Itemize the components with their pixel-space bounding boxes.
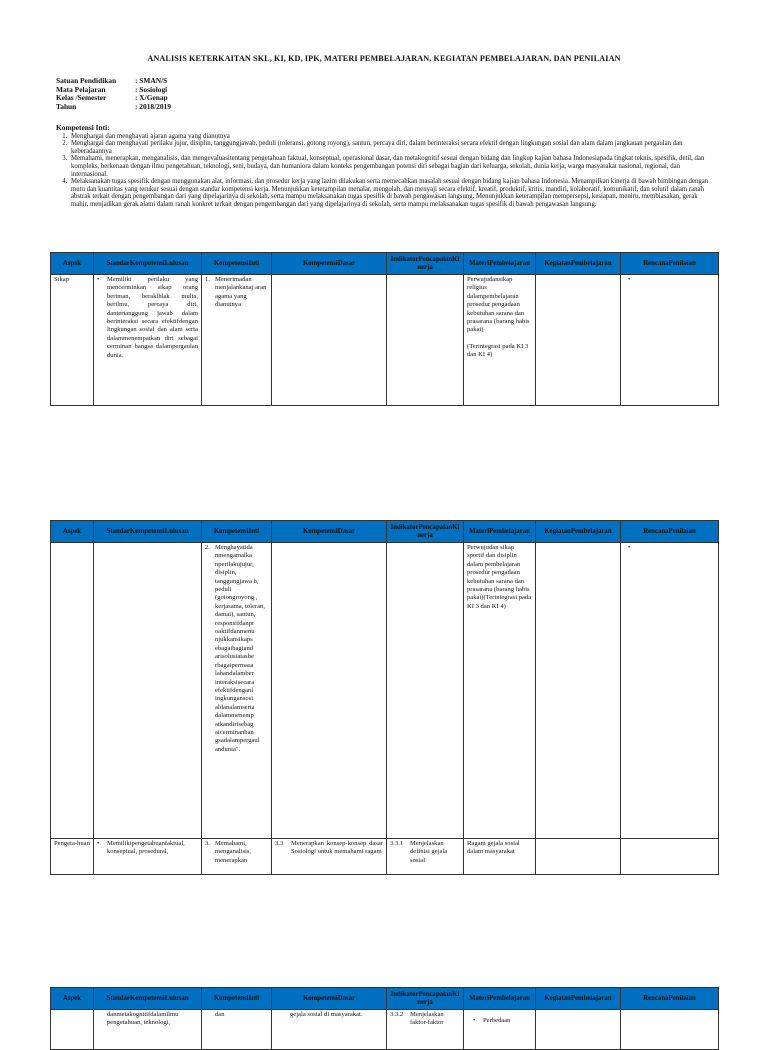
cell-materi — [464, 275, 536, 406]
cell-ki: dan — [202, 1010, 272, 1050]
cell-ki — [202, 839, 272, 875]
meta-value: : X/Genap — [135, 93, 168, 103]
cell-kd — [272, 275, 387, 406]
ki-item: 4. Melaksanakan tugas spesifik dengan menggunakan alat, informasi, dan prosedur kerja yang lazim dilakukan serta memecahkan masalah sesuai dengan bidang kajian bahasa Indonesia. Menampilkan kinerja di bawah bimbingan dengan mutu dan kuantitas yang terukur sesuai dengan standar kompetensi kerja. Menunjukkan keterampilan menalar, mengolah, dan menyaji secara efektif, kreatif, produktif, kritis, mandiri, kolaboratif, komunikatif, dan solutif dalam ranah abstrak terkait dengan pengembangan dari yang dipelajarinya di sekolah, serta mampu melaksanakan tugas spesifik di bawah pengawasan langsung. Menunjukkan keterampilan mempersepsi, kesiapan, meniru, membiasakan, gerak mahir, menjadikan gerak alami dalam ranah konkret terkait dengan pengembangan dari yang dipelajarinya di sekolah, serta mampu melaksanakan tugas spesifik di bawah pengawasan langsung. — [69, 178, 716, 208]
col-header-skl: StandarKompetensiLulusan — [94, 253, 202, 275]
meta-key: Mata Pelajaran — [56, 84, 106, 94]
col-header-kd: KompetensiDasar — [272, 988, 387, 1010]
col-header-kegiatan: KegiatanPembelajaran — [536, 988, 621, 1010]
table-header-row — [51, 988, 719, 1010]
penilaian-bullet: • — [628, 544, 631, 551]
table-row — [51, 275, 719, 406]
skl-text: Memilikipengetahuanfaktual, konseptual, prosedural, — [107, 840, 185, 856]
cell-skl: danmetakognitifdalamilmu pengetahuan, teknologi, — [94, 1010, 202, 1050]
kd-number: 3.3 — [275, 840, 284, 847]
materi-text: Perbedaan — [483, 1017, 511, 1024]
cell-aspek: Pengeta-huan — [51, 839, 94, 875]
col-header-materi: MateriPembelajaran — [464, 253, 536, 275]
ki-number: 3. — [205, 840, 210, 847]
table-header-row — [51, 253, 719, 275]
cell-skl — [94, 543, 202, 839]
penilaian-bullet: • — [628, 276, 631, 283]
cell-kegiatan — [536, 839, 621, 875]
col-header-aspek: Aspek — [51, 521, 94, 543]
materi-text: Perwujudansikap religius dalampembelajaran prosedur pengadaan kebutuhan sarana dan prasarana (barang habis pakai) — [467, 276, 530, 334]
cell-penilaian — [621, 543, 719, 839]
col-header-kegiatan: KegiatanPembelajaran — [536, 521, 621, 543]
skl-text: Memiliki perilaku yang mencerminkan sikap orang beriman, beraklhlak mulia, berilmu, percaya diri, dantertanggung jawab dalam berinteraksi secara efektifdengan lingkungan sosial dan alam serta dalammenempatkan diri sebagai cerminan bangsa dalampergaulan dunia. — [107, 276, 198, 359]
cell-skl: • Memiliki perilaku yang mencerminkan sikap orang beriman, beraklhlak mulia, berilmu, percaya diri, dantertanggung jawab dalam berinteraksi secara efektifdengan lingkungan sosial dan alam serta dalammenempatkan diri sebagai cerminan bangsa dalampergaulan dunia. — [94, 275, 202, 406]
document-meta — [56, 77, 171, 111]
meta-row — [56, 103, 171, 112]
meta-key: Tahun — [56, 101, 77, 111]
col-header-kd: KompetensiDasar — [272, 253, 387, 275]
cell-kd: gejala sosial di masyarakat. — [272, 1010, 387, 1050]
cell-penilaian — [621, 1010, 719, 1050]
col-header-ipk: IndikatorPencapaianKinerja — [387, 521, 464, 543]
col-header-penilaian: RencanaPenilaian — [621, 521, 719, 543]
ipk-number: 3.3.2 — [390, 1011, 404, 1018]
kompetensi-inti-heading: Kompetensi Inti: — [56, 123, 110, 132]
col-header-skl: StandarKompetensiLulusan — [94, 988, 202, 1010]
cell-kegiatan — [536, 543, 621, 839]
ki-text: Memahami, menganalisis, menerapkan — [215, 840, 252, 864]
cell-materi: Ragam gejala sosial dalam masyarakat — [464, 839, 536, 875]
cell-materi: Perwujudan sikap sportif dan disiplin dalam pembelajaran prosedur pengadaan kebutuhan sarana dan prasarana (barang habis pakai)(Terintegrasi pada KI 3 dan KI 4) — [464, 543, 536, 839]
col-header-penilaian: RencanaPenilaian — [621, 988, 719, 1010]
cell-ki — [202, 275, 272, 406]
ki-number: 2. — [205, 544, 210, 551]
cell-ipk — [387, 839, 464, 875]
cell-ipk — [387, 543, 464, 839]
cell-aspek — [51, 1010, 94, 1050]
col-header-materi: MateriPembelajaran — [464, 521, 536, 543]
analysis-table-1 — [50, 252, 719, 406]
cell-kegiatan — [536, 1010, 621, 1050]
col-header-ipk: IndikatorPencapaianKinerja — [387, 988, 464, 1010]
table-row — [51, 543, 719, 839]
cell-aspek — [51, 543, 94, 839]
table-header-row — [51, 521, 719, 543]
col-header-ki: KompetensiInti — [202, 521, 272, 543]
ki-item: 3. Memahami, menerapkan, menganalisis, dan mengevaluasitentang pengetahuan faktual, konseptual, operasional dasar, dan metakognitif sesuai dengan bidang dan lingkup kajian bahasa Indonesiapada tingkat teknis, spesifik, detil, dan kompleks, berkenaan dengan ilmu pengetahuan, teknologi, seni, budaya, dan humaniora dalam konteks pengembangan potensi diri sebagai bagian dari keluarga, sekolah, dunia kerja, warga masyarakat nasional, regional, dan internasional. — [69, 155, 716, 178]
kompetensi-inti-list — [56, 133, 716, 209]
page-title: ANALISIS KETERKAITAN SKL, KI, KD, IPK, MATERI PEMBELAJARAN, KEGIATAN PEMBELAJARAN, DAN PENILAIAN — [147, 54, 621, 63]
ki-text: Menerimadan menjalankanaj aran agama yang dianutnya — [215, 276, 267, 309]
meta-value: : 2018/2019 — [135, 101, 171, 111]
analysis-table-2 — [50, 520, 719, 875]
ki-item: 2. Menghargai dan menghayati perilaku jujur, disiplin, tanggungjawab, peduli (toleransi, gotong royong), santun, percaya diri, dalam berinteraksi secara efektif dengan lingkungan sosial dan alam dalam jangkauan pergaulan dan keberadaannya — [69, 140, 716, 155]
cell-skl: • Memilikipengetahuanfaktual, konseptual, prosedural, — [94, 839, 202, 875]
cell-kegiatan — [536, 275, 621, 406]
ipk-text: Menjelaskan faktor-faktor — [410, 1011, 444, 1027]
meta-value: : SMAN/S — [135, 76, 168, 85]
kd-text: Menerapkan konsep-konsep dasar Sosiologi untuk memahami ragam — [291, 840, 383, 856]
col-header-aspek: Aspek — [51, 253, 94, 275]
cell-materi: • Perbedaan — [464, 1010, 536, 1050]
table-row — [51, 1010, 719, 1050]
cell-penilaian — [621, 275, 719, 406]
col-header-ipk: IndikatorPencapaianKinerja — [387, 253, 464, 275]
ki-text: Menghayatida nmengamalka nperilakujujur, disiplin, tanggungjawa b, peduli (gotongroyong , kerjasama, toleran, damai), santun, responsifdanpr oaktifdanmenu njukkansikaps ebagaibagiand arisolusiatasbe rbagaipermasa lahandalamber interaksisecara efektifdenganl ingkungansosi aldanalamserta dalammenemp atkandirisebag aicerminanban gsadalampergaul andunia". — [215, 544, 265, 753]
meta-key: Kelas /Semester — [56, 93, 107, 103]
col-header-kegiatan: KegiatanPembelajaran — [536, 253, 621, 275]
col-header-penilaian: RencanaPenilaian — [621, 253, 719, 275]
cell-kd — [272, 839, 387, 875]
col-header-kd: KompetensiDasar — [272, 521, 387, 543]
cell-ipk — [387, 1010, 464, 1050]
cell-kd — [272, 543, 387, 839]
cell-penilaian — [621, 839, 719, 875]
ki-item: 1. Menghargai dan menghayati ajaran agama yang dianutnya — [69, 133, 716, 141]
cell-ipk — [387, 275, 464, 406]
kompetensi-inti-section — [56, 124, 716, 209]
ki-number: 1. — [205, 276, 210, 283]
col-header-skl: StandarKompetensiLulusan — [94, 521, 202, 543]
cell-aspek: Sikap — [51, 275, 94, 406]
meta-key: Satuan Pendidikan — [56, 76, 117, 85]
col-header-aspek: Aspek — [51, 988, 94, 1010]
meta-value: : Sosiologi — [135, 84, 168, 94]
col-header-ki: KompetensiInti — [202, 988, 272, 1010]
ipk-text: Menjelaskan definisi gejala sosial — [410, 840, 448, 864]
analysis-table-3 — [50, 987, 719, 1050]
ipk-number: 3.3.1 — [390, 840, 404, 847]
cell-ki — [202, 543, 272, 839]
col-header-materi: MateriPembelajaran — [464, 988, 536, 1010]
materi-note: (Terintegrasi pada KI 3 dan KI 4) — [467, 342, 529, 359]
col-header-ki: KompetensiInti — [202, 253, 272, 275]
table-row — [51, 839, 719, 875]
